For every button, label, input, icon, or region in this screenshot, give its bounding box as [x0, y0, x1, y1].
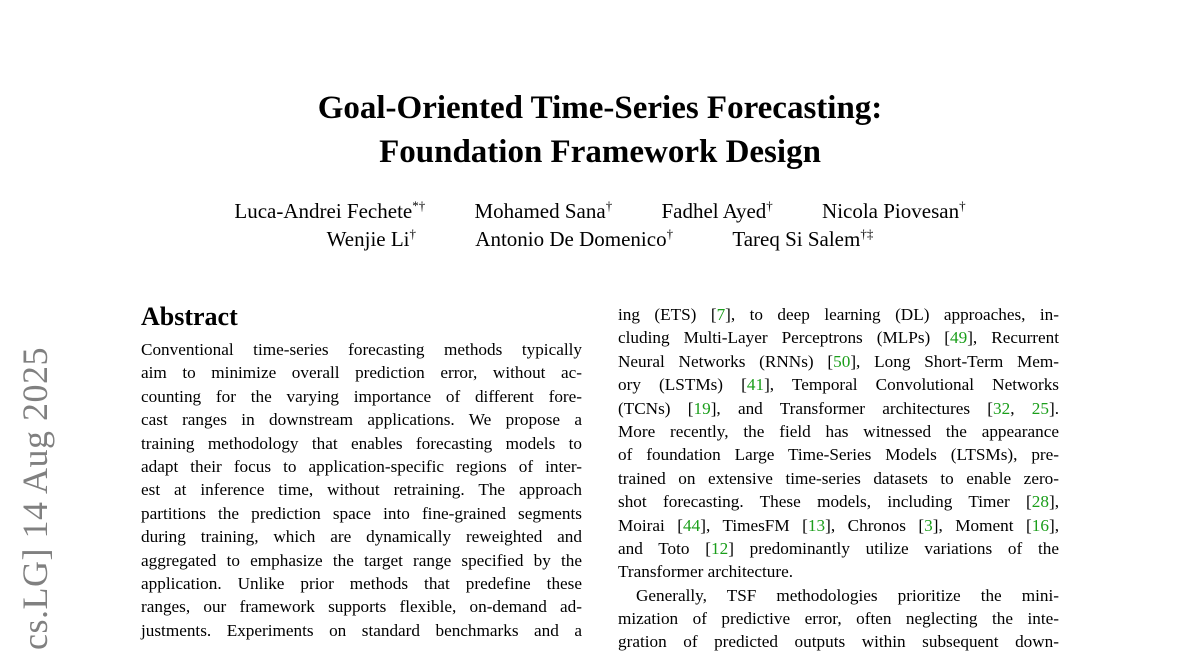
citation-link[interactable]: 7 [716, 305, 726, 324]
intro-line: Moirai [44], TimesFM [13], Chronos [3], Moment [16], [618, 515, 1059, 535]
citation-link[interactable]: 12 [711, 538, 729, 558]
citation-link[interactable]: 28 [1031, 492, 1049, 512]
abstract-line: ranges, our framework supports flexible, on-demand ad- [141, 597, 582, 617]
intro-paragraph-2 [618, 584, 1059, 654]
intro-line: ing (ETS) [7], to deep learning (DL) approaches, in- [618, 305, 1059, 324]
author: Tareq Si Salem†‡ [732, 226, 874, 251]
abstract-column [141, 302, 582, 642]
paper-title [0, 86, 1200, 174]
citation-link[interactable]: 13 [807, 515, 826, 535]
abstract-line: application. Unlike prior methods that predefine these [141, 573, 582, 593]
intro-line: Neural Networks (RNNs) [50], Long Short-Term Mem- [618, 351, 1059, 371]
abstract-line: justments. Experiments on standard benchmarks and a [141, 620, 582, 640]
abstract-line: aim to minimize overall prediction error, without ac- [141, 363, 582, 383]
abstract-line: partitions the prediction space into fine-grained segments [141, 503, 582, 523]
intro-line: of foundation Large Time-Series Models (LTSMs), pre- [618, 445, 1059, 465]
citation-link[interactable]: 41 [746, 375, 765, 395]
intro-line: mization of predictive error, often neglecting the inte- [618, 609, 1059, 629]
intro-line: Generally, TSF methodologies prioritize the mini- [636, 585, 1059, 605]
abstract-heading: Abstract [141, 302, 238, 331]
intro-line: gration of predicted outputs within subsequent down- [618, 632, 1059, 652]
author-row-1 [0, 198, 1200, 224]
citation-link[interactable]: 3 [924, 515, 933, 535]
intro-line: (TCNs) [19], and Transformer architectures [32, 25]. [618, 398, 1059, 418]
citation-link[interactable]: 32 [993, 398, 1011, 418]
author: Antonio De Domenico† [475, 226, 674, 251]
abstract-body [141, 338, 582, 642]
abstract-line: est at inference time, without retraining. The approach [141, 480, 582, 500]
intro-line: ory (LSTMs) [41], Temporal Convolutional Networks [618, 375, 1059, 395]
abstract-line: Conventional time-series forecasting methods typically [141, 340, 582, 359]
abstract-line: aggregated to emphasize the target range specified by the [141, 550, 582, 570]
author-row-2 [0, 226, 1200, 252]
arxiv-sidebar-stamp: cs.LG] 14 Aug 2025 [15, 347, 55, 650]
title-line-2: Foundation Framework Design [379, 134, 821, 170]
citation-link[interactable]: 50 [833, 351, 851, 371]
citation-link[interactable]: 44 [683, 515, 701, 535]
citation-link[interactable]: 16 [1031, 515, 1049, 535]
author: Wenjie Li† [326, 226, 417, 251]
intro-line: More recently, the field has witnessed the appearance [618, 421, 1059, 441]
title-line-1: Goal-Oriented Time-Series Forecasting: [317, 90, 883, 126]
intro-line: Transformer architecture. [618, 562, 793, 582]
intro-line: trained on extensive time-series datasets to enable zero- [618, 468, 1059, 488]
abstract-line: adapt their focus to application-specific regions of inter- [141, 456, 582, 476]
citation-link[interactable]: 25 [1031, 398, 1049, 418]
author: Mohamed Sana† [474, 198, 613, 223]
intro-line: cluding Multi-Layer Perceptrons (MLPs) [49], Recurrent [618, 328, 1060, 348]
citation-link[interactable]: 19 [693, 398, 711, 418]
author: Luca-Andrei Fechete*† [234, 198, 426, 223]
abstract-line: counting for the varying importance of different fore- [141, 386, 582, 406]
author: Fadhel Ayed† [661, 198, 773, 223]
abstract-line: during training, which are dynamically reweighted and [141, 527, 582, 547]
abstract-line: training methodology that enables forecasting models to [141, 433, 582, 453]
intro-paragraph-1 [618, 303, 1059, 584]
author: Nicola Piovesan† [822, 198, 966, 223]
abstract-line: cast ranges in downstream applications. We propose a [141, 410, 582, 430]
citation-link[interactable]: 49 [950, 328, 968, 348]
intro-column [618, 303, 1059, 654]
intro-line: and Toto [12] predominantly utilize variations of the [618, 538, 1059, 558]
intro-line: shot forecasting. These models, including Timer [28], [618, 492, 1059, 512]
